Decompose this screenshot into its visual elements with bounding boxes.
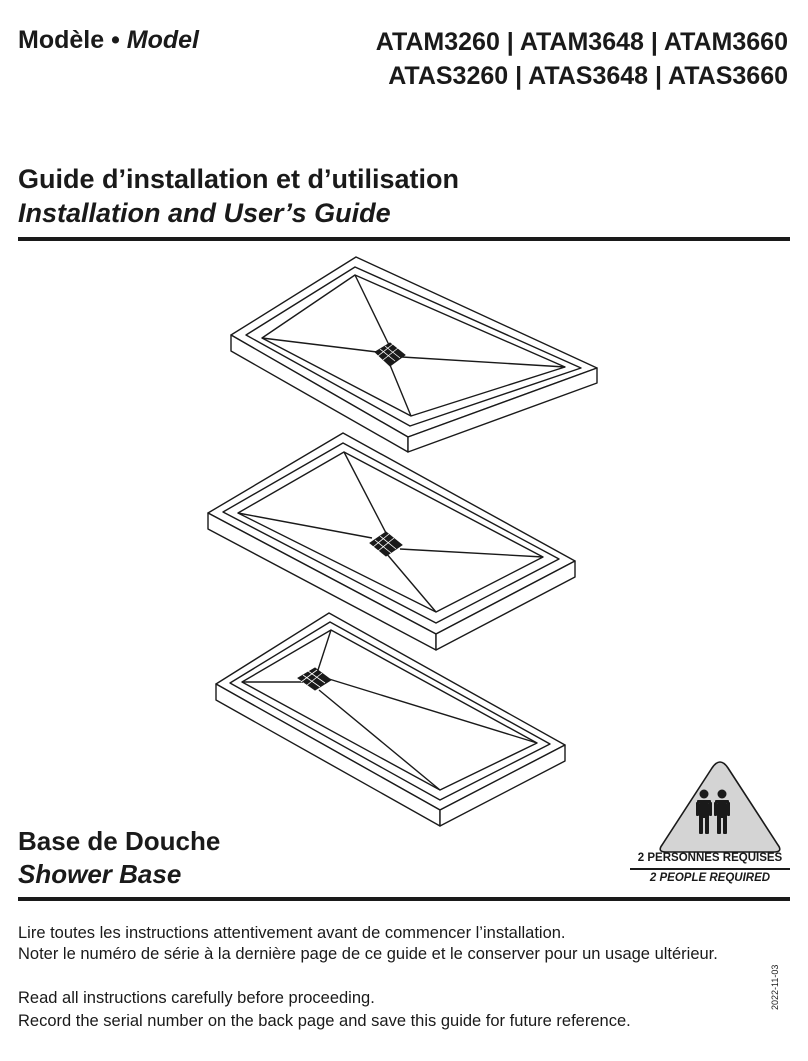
instructions-fr-line1: Lire toutes les instructions attentivement avant de commencer l’installation. bbox=[18, 924, 566, 942]
instructions-en-line2: Record the serial number on the back page and save this guide for future reference. bbox=[18, 1012, 631, 1030]
people-required-divider bbox=[630, 868, 790, 870]
model-numbers-line2: ATAS3260 | ATAS3648 | ATAS3660 bbox=[388, 62, 788, 90]
shower-base-illustration-3 bbox=[216, 613, 565, 826]
date-code: 2022-11-03 bbox=[770, 964, 780, 1010]
two-people-warning-icon bbox=[660, 762, 780, 852]
bottom-divider bbox=[18, 897, 790, 901]
shower-base-illustration-1 bbox=[231, 257, 597, 452]
model-label-fr: Modèle • bbox=[18, 26, 120, 54]
people-required-en: 2 PEOPLE REQUIRED bbox=[649, 872, 771, 884]
guide-title-en: Installation and User’s Guide bbox=[18, 198, 391, 228]
instructions-fr-line2: Noter le numéro de série à la dernière page de ce guide et le conserver pour un usage ultérieur. bbox=[18, 945, 718, 963]
product-name-en: Shower Base bbox=[18, 859, 182, 889]
instructions-en-line1: Read all instructions carefully before proceeding. bbox=[18, 989, 375, 1007]
product-name-fr: Base de Douche bbox=[18, 826, 221, 856]
model-label-en: Model bbox=[126, 26, 199, 54]
model-numbers-line1: ATAM3260 | ATAM3648 | ATAM3660 bbox=[375, 28, 788, 56]
people-required-fr: 2 PERSONNES REQUISES bbox=[637, 852, 783, 864]
guide-title-fr: Guide d’installation et d’utilisation bbox=[18, 164, 460, 194]
